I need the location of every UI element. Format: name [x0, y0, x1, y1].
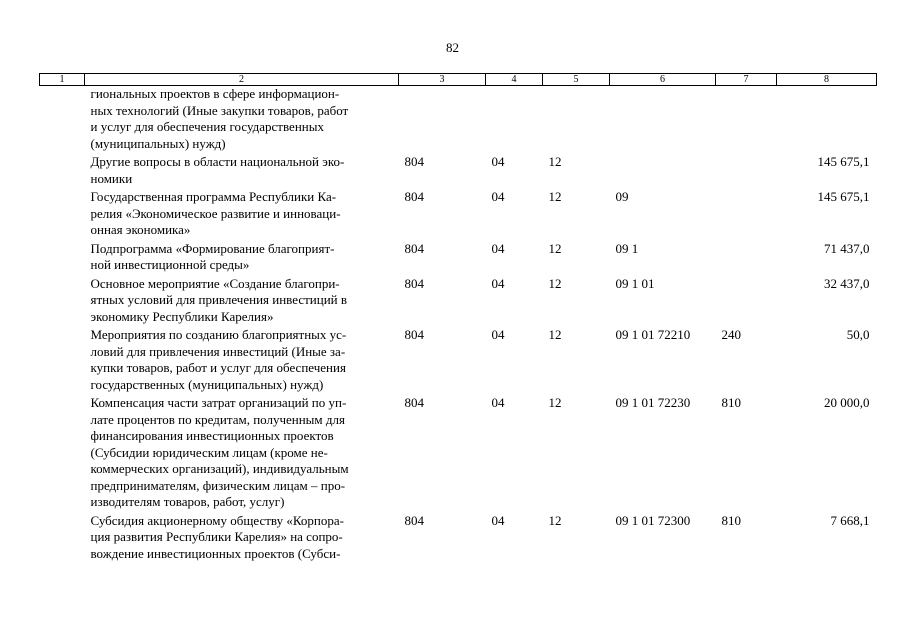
- row-name-line: (Субсидии юридическим лицам (кроме не-: [90, 444, 328, 460]
- row-name-line: ной инвестиционной среды»: [90, 257, 250, 272]
- row-name-line: экономику Республики Карелия»: [90, 308, 274, 324]
- column-number-row: [40, 74, 877, 86]
- expense-type-cell: [716, 241, 777, 276]
- subsection-code-cell: 12: [548, 154, 562, 169]
- sum-cell: 32 437,0: [824, 275, 870, 291]
- budget-table: [39, 73, 877, 564]
- row-name-line: Мероприятия по созданию благоприятных ус-: [90, 327, 347, 342]
- table-body: [40, 86, 877, 565]
- subsection-code-cell: 12: [548, 240, 562, 256]
- section-code-cell: 04: [491, 512, 505, 528]
- row-name-line: Субсидия акционерному обществу «Корпора-: [90, 512, 344, 528]
- table-row: [40, 189, 877, 241]
- page-number: 82: [446, 40, 459, 55]
- column-number: 3: [399, 74, 486, 86]
- row-number-cell: [40, 154, 85, 189]
- row-number-cell: [40, 513, 85, 565]
- section-code-cell: 04: [491, 240, 505, 256]
- expense-type-cell: 810: [721, 512, 741, 528]
- row-name-cell: [85, 86, 399, 155]
- ministry-code-cell: 804: [404, 512, 424, 528]
- expense-type-cell: [716, 86, 777, 155]
- ministry-code-cell: 804: [404, 240, 424, 256]
- section-code-cell: 04: [491, 395, 505, 410]
- row-name-line: вождение инвестиционных проектов (Субси-: [90, 545, 341, 561]
- row-name-cell: [85, 189, 399, 241]
- row-name-line: Основное мероприятие «Создание благопри-: [90, 275, 340, 291]
- subsection-code-cell: 12: [548, 275, 562, 291]
- column-number: 1: [40, 74, 85, 86]
- row-number-cell: [40, 241, 85, 276]
- ministry-code-cell: [399, 86, 486, 155]
- table-row: [40, 154, 877, 189]
- row-name-line: предпринимателям, физическим лицам – про-: [90, 477, 346, 493]
- ministry-code-cell: 804: [404, 189, 424, 204]
- subsection-code-cell: 12: [548, 395, 562, 410]
- target-article-cell: 09 1: [615, 240, 639, 256]
- ministry-code-cell: 804: [404, 154, 424, 169]
- target-article-cell: [610, 86, 716, 155]
- column-number: 6: [610, 74, 716, 86]
- row-name-line: (муниципальных) нужд): [90, 135, 226, 151]
- column-number: 7: [716, 74, 777, 86]
- subsection-code-cell: 12: [548, 512, 562, 528]
- row-name-cell: [85, 395, 399, 513]
- row-name-cell: [85, 327, 399, 395]
- sum-cell: 145 675,1: [817, 154, 870, 169]
- section-code-cell: 04: [491, 154, 505, 169]
- row-name-line: лате процентов по кредитам, полученным для: [90, 411, 345, 427]
- row-name-cell: [85, 276, 399, 328]
- row-name-cell: [85, 241, 399, 276]
- section-code-cell: [486, 86, 543, 155]
- row-name-line: ловий для привлечения инвестиций (Иные за-: [90, 343, 346, 359]
- row-name-line: релия «Экономическое развитие и инноваци-: [90, 205, 341, 221]
- sum-cell: 145 675,1: [817, 189, 870, 204]
- column-number: 5: [543, 74, 610, 86]
- target-article-cell: 09 1 01 72300: [615, 512, 691, 528]
- row-number-cell: [40, 276, 85, 328]
- column-number: 2: [85, 74, 399, 86]
- sum-cell: [777, 86, 877, 155]
- table-row: [40, 276, 877, 328]
- table-row: [40, 86, 877, 155]
- row-name-line: ция развития Республики Карелия» на сопро-: [90, 529, 343, 544]
- section-code-cell: 04: [491, 189, 505, 204]
- row-name-line: изводителям товаров, работ, услуг): [90, 494, 285, 509]
- table-row: [40, 241, 877, 276]
- row-number-cell: [40, 86, 85, 155]
- target-article-cell: 09 1 01 72230: [615, 395, 691, 410]
- row-name-cell: [85, 154, 399, 189]
- row-name-line: гиональных проектов в сфере информацион-: [90, 86, 340, 101]
- row-number-cell: [40, 395, 85, 513]
- row-name-line: Государственная программа Республики Ка-: [90, 189, 337, 204]
- sum-cell: 71 437,0: [824, 240, 870, 256]
- expense-type-cell: [716, 276, 777, 328]
- row-name-line: онная экономика»: [90, 222, 191, 237]
- row-name-cell: [85, 513, 399, 565]
- sum-cell: 50,0: [846, 327, 870, 342]
- table-row: [40, 327, 877, 395]
- row-name-line: и услуг для обеспечения государственных: [90, 119, 324, 134]
- row-name-line: ятных условий для привлечения инвестиций в: [90, 292, 347, 307]
- target-article-cell: 09 1 01: [615, 275, 655, 291]
- ministry-code-cell: 804: [404, 275, 424, 291]
- row-name-line: номики: [90, 170, 133, 186]
- row-name-line: Подпрограмма «Формирование благоприят-: [90, 240, 335, 256]
- row-name-line: финансирования инвестиционных проектов: [90, 428, 334, 443]
- target-article-cell: [610, 154, 716, 189]
- row-number-cell: [40, 327, 85, 395]
- target-article-cell: 09: [615, 189, 629, 204]
- table-row: [40, 395, 877, 513]
- target-article-cell: 09 1 01 72210: [615, 327, 691, 342]
- expense-type-cell: [716, 154, 777, 189]
- row-name-line: государственных (муниципальных) нужд): [90, 376, 324, 392]
- row-name-line: Другие вопросы в области национальной эко-: [90, 154, 345, 169]
- ministry-code-cell: 804: [404, 395, 424, 410]
- expense-type-cell: 240: [721, 327, 741, 342]
- row-name-line: купки товаров, работ и услуг для обеспечения: [90, 360, 346, 375]
- column-number: 8: [777, 74, 877, 86]
- ministry-code-cell: 804: [404, 327, 424, 342]
- subsection-code-cell: 12: [548, 189, 562, 204]
- subsection-code-cell: 12: [548, 327, 562, 342]
- expense-type-cell: 810: [721, 395, 741, 410]
- sum-cell: 7 668,1: [830, 512, 870, 528]
- sum-cell: 20 000,0: [824, 395, 870, 410]
- column-number: 4: [486, 74, 543, 86]
- expense-type-cell: [716, 189, 777, 241]
- row-name-line: Компенсация части затрат организаций по уп-: [90, 395, 347, 410]
- row-name-line: ных технологий (Иные закупки товаров, работ: [90, 102, 349, 118]
- table-row: [40, 513, 877, 565]
- section-code-cell: 04: [491, 327, 505, 342]
- row-number-cell: [40, 189, 85, 241]
- section-code-cell: 04: [491, 275, 505, 291]
- row-name-line: коммерческих организаций), индивидуальным: [90, 461, 349, 476]
- subsection-code-cell: [543, 86, 610, 155]
